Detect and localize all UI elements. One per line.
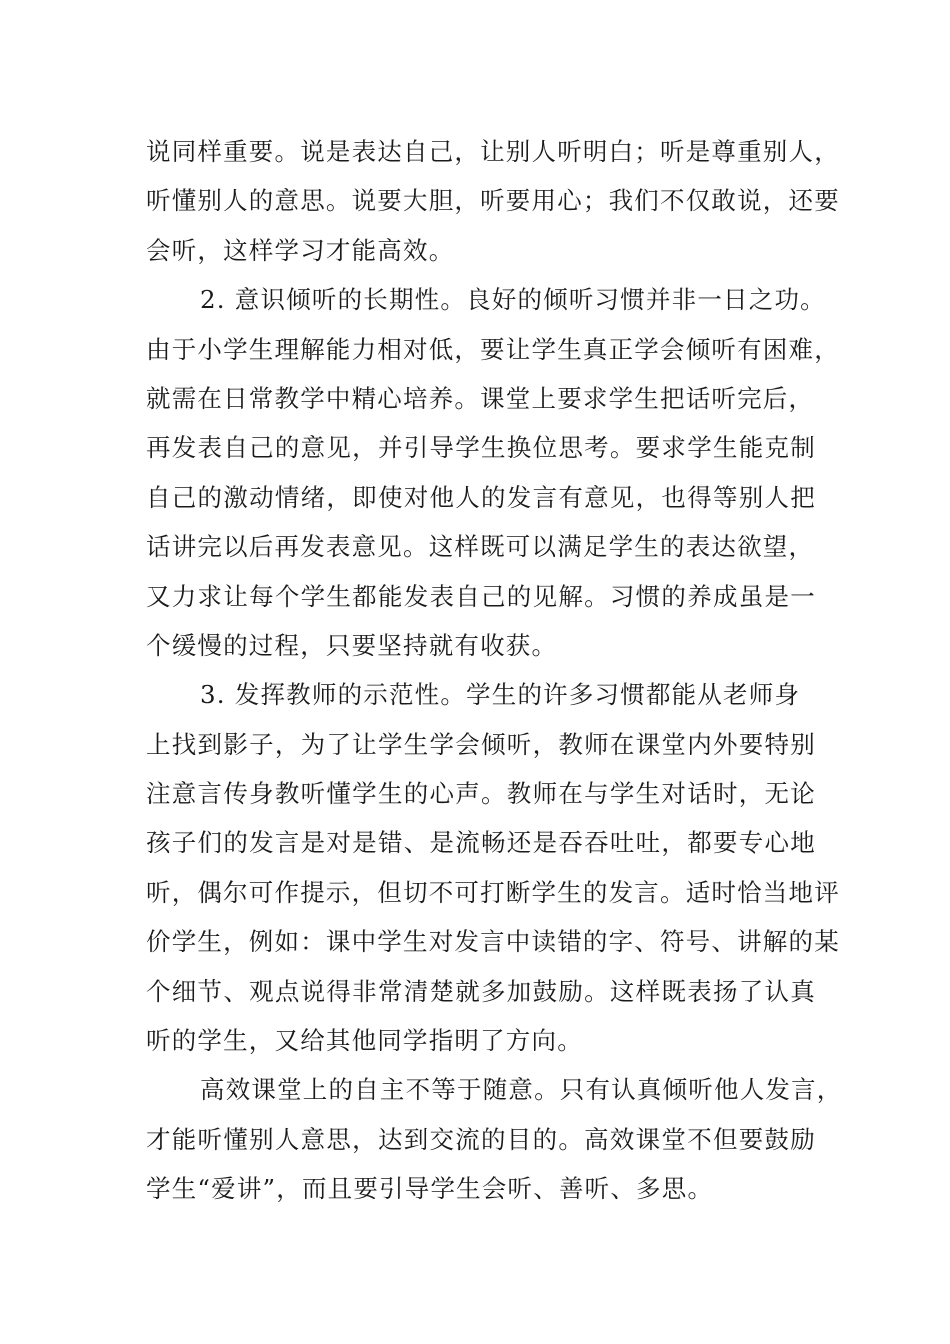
text-line: 又力求让每个学生都能发表自己的见解。习惯的养成虽是一	[146, 581, 816, 611]
text-line: 话讲完以后再发表意见。这样既可以满足学生的表达欲望，	[146, 532, 815, 562]
text-line: 孩子们的发言是对是错、是流畅还是吞吞吐吐，都要专心地	[146, 828, 816, 858]
text-line: 注意言传身教听懂学生的心声。教师在与学生对话时，无论	[146, 779, 816, 809]
text-line: 才能听懂别人意思，达到交流的目的。高效课堂不但要鼓励	[146, 1124, 816, 1154]
text-line: 听的学生，又给其他同学指明了方向。	[146, 1026, 583, 1056]
text-line: 听懂别人的意思。说要大胆，听要用心；我们不仅敢说，还要	[146, 186, 840, 216]
text-line: 说同样重要。说是表达自己，让别人听明白；听是尊重别人，	[146, 137, 840, 166]
paragraph-conclusion	[146, 1065, 843, 1213]
text-line: 再发表自己的意见，并引导学生换位思考。要求学生能克制	[146, 433, 816, 463]
text-line: 就需在日常教学中精心培养。课堂上要求学生把话听完后，	[146, 383, 815, 413]
body-text	[146, 127, 843, 1214]
paragraph-listening-long-term	[146, 275, 840, 670]
text-line: 由于小学生理解能力相对低，要让学生真正学会倾听有困难，	[146, 334, 840, 364]
text-line: 个细节、观点说得非常清楚就多加鼓励。这样既表扬了认真	[146, 976, 816, 1006]
text-line: 价学生，例如：课中学生对发言中读错的字、符号、讲解的某	[146, 927, 840, 957]
text-line: 听，偶尔可作提示，但切不可打断学生的发言。适时恰当地评	[146, 877, 840, 907]
text-line: 个缓慢的过程，只要坚持就有收获。	[146, 630, 558, 660]
paragraph-teacher-example	[146, 670, 840, 1065]
text-line: 学生“爱讲”，而且要引导学生会听、善听、多思。	[146, 1174, 714, 1204]
text-line: 会听，这样学习才能高效。	[146, 235, 455, 265]
text-line: 上找到影子，为了让学生学会倾听，教师在课堂内外要特别	[146, 729, 816, 759]
text-line: 2. 意识倾听的长期性。良好的倾听习惯并非一日之功。	[200, 285, 826, 315]
paragraph-continuation	[146, 127, 840, 275]
text-line: 高效课堂上的自主不等于随意。只有认真倾听他人发言，	[200, 1075, 843, 1105]
text-line: 3. 发挥教师的示范性。学生的许多习惯都能从老师身	[200, 680, 801, 710]
text-line: 自己的激动情绪，即使对他人的发言有意见，也得等别人把	[146, 482, 816, 512]
